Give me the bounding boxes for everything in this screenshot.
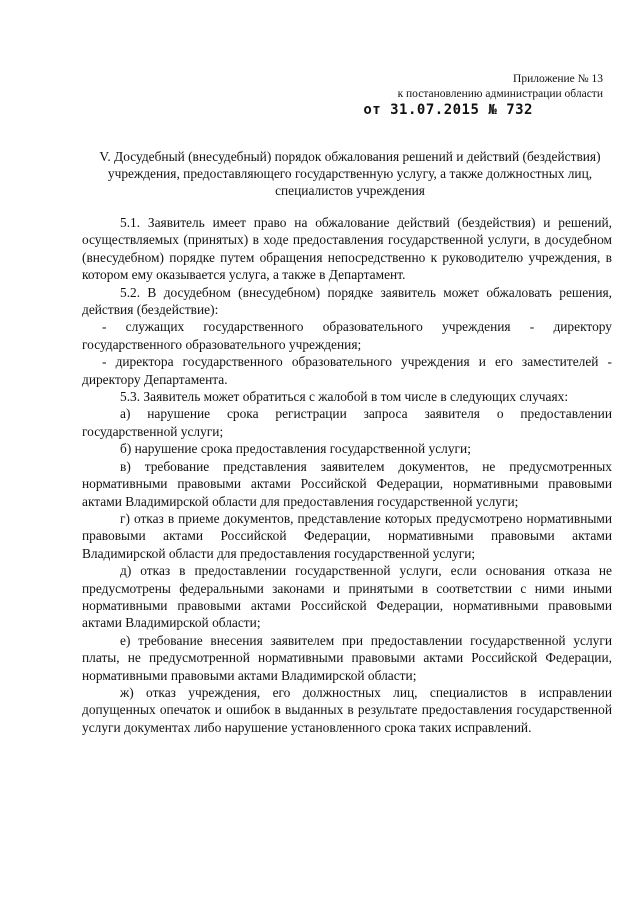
paragraph-5-3: 5.3. Заявитель может обратиться с жалобой в том числе в следующих случаях:	[120, 389, 569, 405]
case-d: д) отказ в предоставлении государственной услуги, если основания отказа не предусмотрены федеральными законами и принятыми в соответствии с ними иными нормативными правовыми актами Российской Федерации, нормативными правовыми актами Владимирской области;	[82, 563, 612, 631]
case-zh: ж) отказ учреждения, его должностных лиц, специалистов в исправлении допущенных опечаток и ошибок в выданных в результате предоставления государственной услуги документах либо нарушение установленного срока таких исправлений.	[82, 684, 612, 735]
appendix-number: Приложение № 13	[513, 73, 603, 85]
appendix-block	[343, 72, 603, 118]
case-b: б) нарушение срока предоставления государственной услуги;	[120, 441, 471, 457]
list-item-employees: - служащих государственного образовательного учреждения - директору государственного образовательного учреждения;	[82, 319, 612, 352]
section-title: V. Досудебный (внесудебный) порядок обжалования решений и действий (бездействия) учреждения, предоставляющего государственную услугу, а также должностных лиц, специалистов учреждения	[99, 149, 601, 198]
date-number-stamp: от 31.07.2015 № 732	[363, 102, 533, 118]
appendix-reference: к постановлению администрации области	[397, 88, 603, 100]
paragraph-5-1: 5.1. Заявитель имеет право на обжалование действий (бездействия) и решений, осуществляемых (принятых) в ходе предоставления государственной услуги, в досудебном (внесудебном) порядке путем обращения непосредственно к руководителю учреждения, в котором ему оказывается услуга, а также в Департамент.	[82, 215, 612, 283]
case-g: г) отказ в приеме документов, представление которых предусмотрено нормативными правовыми актами Российской Федерации, нормативными правовыми актами Владимирской области для предоставления государственной услуги;	[82, 510, 612, 561]
case-v: в) требование представления заявителем документов, не предусмотренных нормативными правовыми актами Российской Федерации, нормативными правовыми актами Владимирской области для предоставления государственной услуги;	[82, 458, 612, 509]
list-item-director: - директора государственного образовательного учреждения и его заместителей - директору Департамента.	[82, 354, 612, 387]
document-body	[82, 214, 612, 736]
case-a: а) нарушение срока регистрации запроса заявителя о предоставлении государственной услуги;	[82, 406, 612, 439]
case-e: е) требование внесения заявителем при предоставлении государственной услуги платы, не предусмотренной нормативными правовыми актами Российской Федерации, нормативными правовыми актами Владимирской области;	[82, 632, 612, 683]
paragraph-5-2: 5.2. В досудебном (внесудебном) порядке заявитель может обжаловать решения, действия (бездействие):	[82, 284, 612, 318]
